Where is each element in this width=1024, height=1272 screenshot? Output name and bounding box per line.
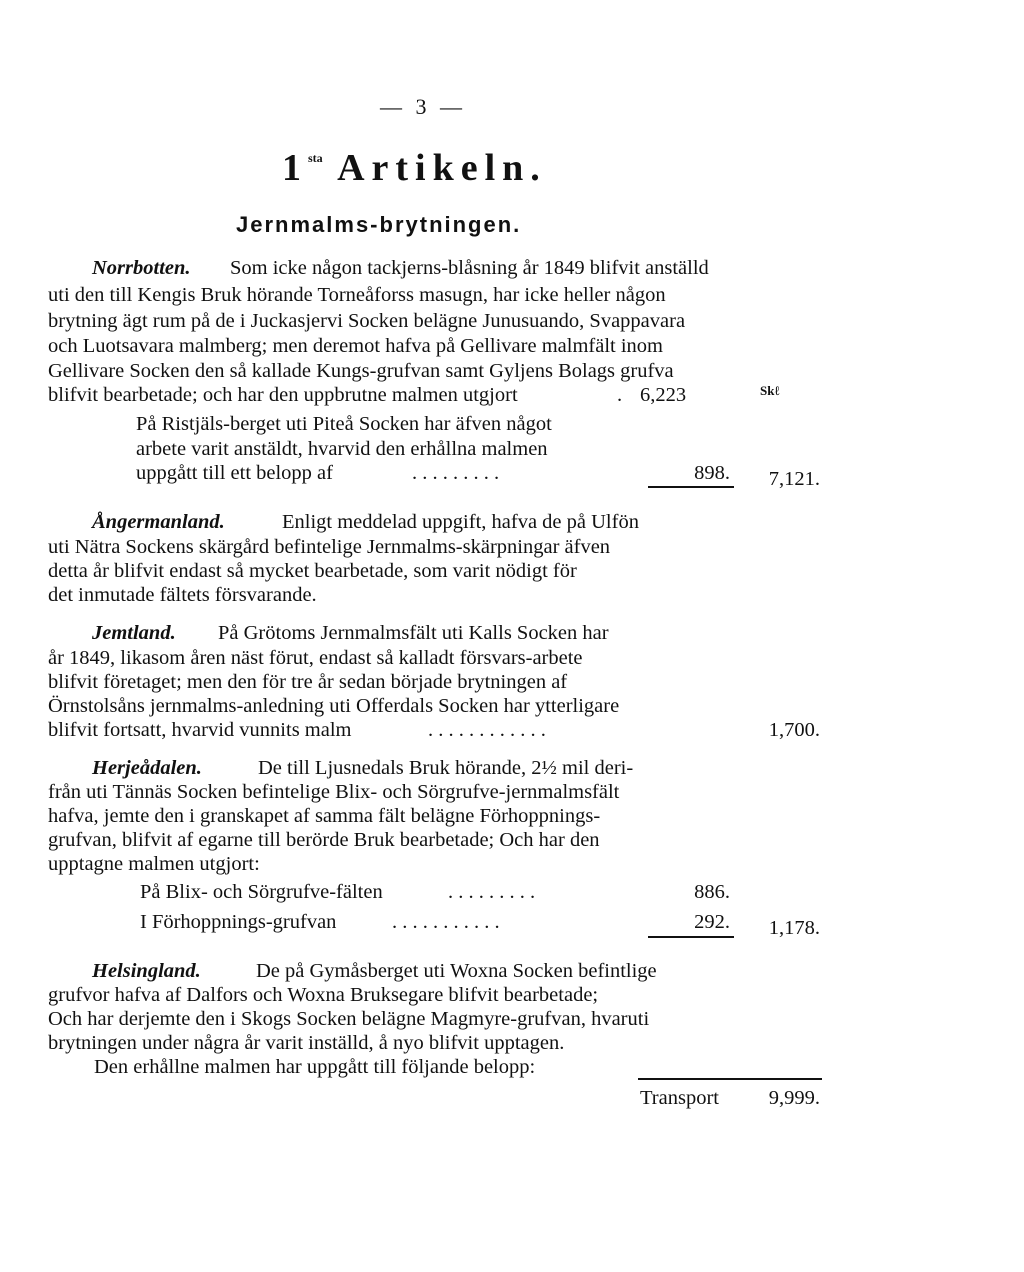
amount-forhoppnings: 292. xyxy=(694,911,730,933)
text-line: blifvit bearbetade; och har den uppbrutne malmen utgjort xyxy=(48,384,518,406)
text-line: uti Nätra Sockens skärgård befintelige Jernmalms-skärpningar äfven xyxy=(48,536,611,558)
text-line: och Luotsavara malmberg; men deremot hafva på Gellivare malmfält inom xyxy=(48,335,663,357)
text-line: uppgått till ett belopp af xyxy=(136,462,333,484)
leader-dots: . xyxy=(617,384,623,406)
page-number: — 3 — xyxy=(380,94,466,119)
region-angermanland: Ångermanland. xyxy=(92,511,225,533)
amount-blix: 886. xyxy=(694,881,730,903)
text-line: brytning ägt rum på de i Juckasjervi Socken belägne Junusuando, Svappavara xyxy=(48,310,686,332)
text-line: hafva, jemte den i granskapet af samma fält belägne Förhoppnings- xyxy=(48,805,601,827)
text-line: upptagne malmen utgjort: xyxy=(48,853,260,875)
text-line: Och har derjemte den i Skogs Socken belägne Magmyre-grufvan, hvaruti xyxy=(48,1008,650,1030)
leader-dots: . . . . . . . . . xyxy=(412,462,500,484)
item-label: På Blix- och Sörgrufve-fälten xyxy=(140,881,383,903)
leader-dots: . . . . . . . . . . . . xyxy=(428,719,546,741)
transport-label: Transport xyxy=(640,1087,719,1109)
unit-label: Skℓ xyxy=(760,383,780,398)
text-line: brytningen under några år varit inställd, å nyo blifvit upptagen. xyxy=(48,1032,565,1054)
total-norrbotten: 7,121. xyxy=(768,468,820,490)
text-line: Som icke någon tackjerns-blåsning år 1849 blifvit anställd xyxy=(230,257,709,279)
text-line: Örnstolsåns jernmalms-anledning uti Offerdals Socken har ytterligare xyxy=(48,695,620,717)
text-line: blifvit företaget; men den för tre år sedan började brytningen af xyxy=(48,671,568,693)
leader-dots: . . . . . . . . . xyxy=(448,881,536,903)
text-line: år 1849, likasom åren näst förut, endast så kalladt försvars-arbete xyxy=(48,647,583,669)
text-line: På Grötoms Jernmalmsfält uti Kalls Socken har xyxy=(218,622,609,644)
region-norrbotten: Norrbotten. xyxy=(92,257,191,279)
total-herjeadalen: 1,178. xyxy=(768,917,820,939)
sum-rule xyxy=(648,936,734,938)
leader-dots: . . . . . . . . . . . xyxy=(392,911,500,933)
region-herjeadalen: Herjeådalen. xyxy=(92,757,202,779)
text-line: grufvor hafva af Dalfors och Woxna Bruksegare blifvit bearbetade; xyxy=(48,984,599,1006)
total-jemtland: 1,700. xyxy=(768,719,820,741)
text-line: På Ristjäls-berget uti Piteå Socken har äfven något xyxy=(136,413,552,435)
text-line: De till Ljusnedals Bruk hörande, 2½ mil deri- xyxy=(258,757,634,779)
text-line: från uti Tännäs Socken befintelige Blix- och Sörgrufve-jernmalmsfält xyxy=(48,781,620,803)
article-number: 1 xyxy=(282,147,308,189)
article-word: Artikeln. xyxy=(337,147,547,189)
section-title: Jernmalms-brytningen. xyxy=(236,212,522,237)
text-line: Gellivare Socken den så kallade Kungs-grufvan samt Gyljens Bolags grufva xyxy=(48,360,674,382)
article-heading xyxy=(282,146,547,190)
sum-rule xyxy=(648,486,734,488)
text-line: Den erhållne malmen har uppgått till följande belopp: xyxy=(94,1056,536,1078)
region-helsingland: Helsingland. xyxy=(92,960,201,982)
text-line: uti den till Kengis Bruk hörande Torneåforss masugn, har icke heller någon xyxy=(48,284,666,306)
text-line: De på Gymåsberget uti Woxna Socken befintlige xyxy=(256,960,657,982)
text-line: blifvit fortsatt, hvarvid vunnits malm xyxy=(48,719,352,741)
text-line: det inmutade fältets försvarande. xyxy=(48,584,317,606)
region-jemtland: Jemtland. xyxy=(92,622,176,644)
article-superscript: sta xyxy=(308,151,323,165)
transport-value: 9,999. xyxy=(768,1087,820,1109)
transport-rule xyxy=(638,1078,822,1080)
amount-piteå: 898. xyxy=(694,462,730,484)
text-line: Enligt meddelad uppgift, hafva de på Ulfön xyxy=(282,511,639,533)
text-line: grufvan, blifvit af egarne till berörde Bruk bearbetade; Och har den xyxy=(48,829,600,851)
amount-norrbotten: 6,223 xyxy=(640,384,687,406)
item-label: I Förhoppnings-grufvan xyxy=(140,911,337,933)
text-line: arbete varit anstäldt, hvarvid den erhållna malmen xyxy=(136,438,548,460)
text-line: detta år blifvit endast så mycket bearbetade, som varit nödigt för xyxy=(48,560,577,582)
